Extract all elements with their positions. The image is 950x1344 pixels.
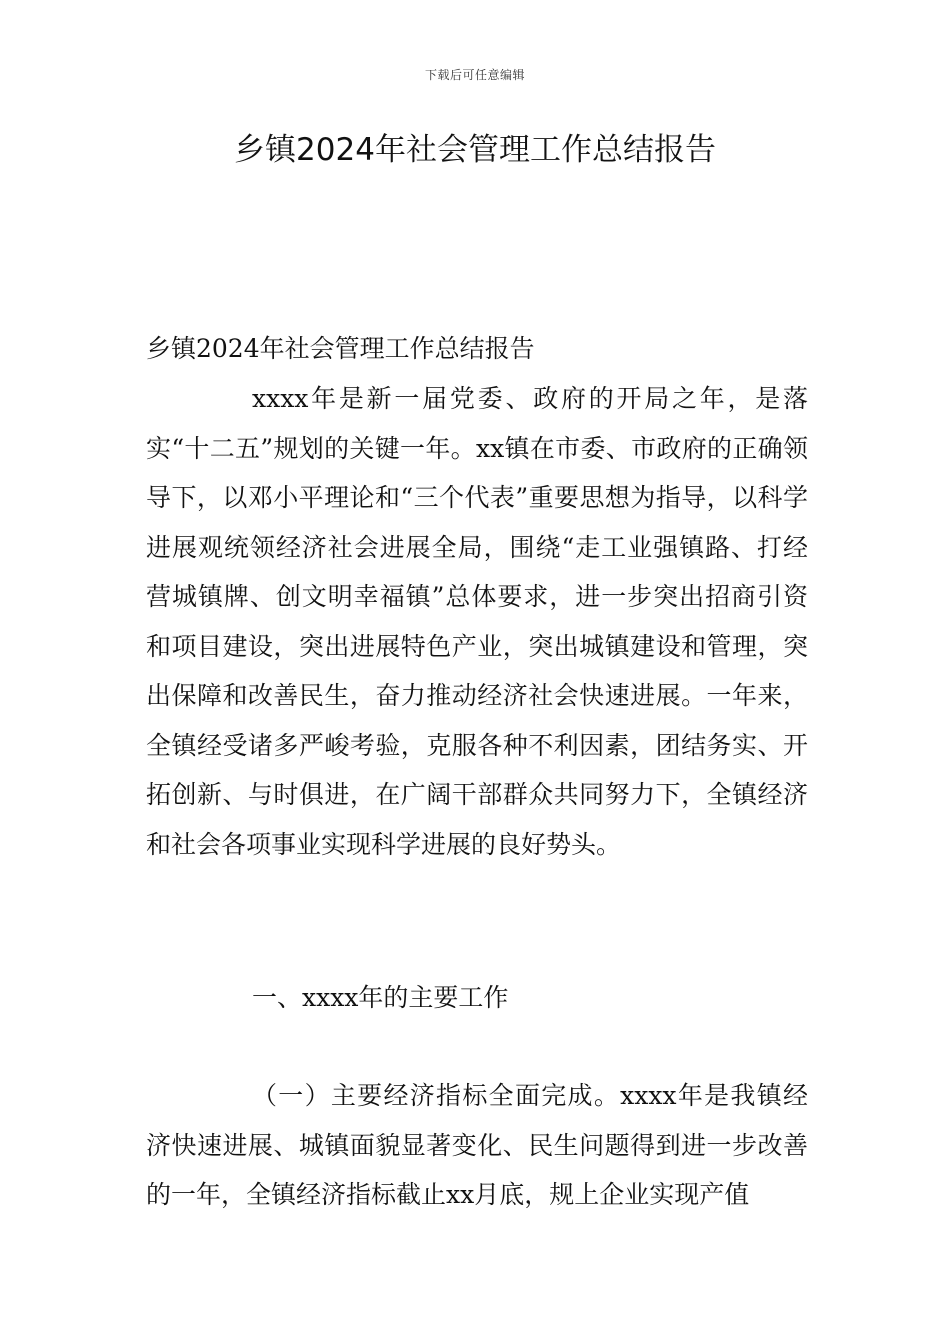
paragraph-intro: xxxx年是新一届党委、政府的开局之年，是落实“十二五”规划的关键一年。xx镇在市委、市政府的正确领导下，以邓小平理论和“三个代表”重要思想为指导，以科学进展观统领经济社会进展全局，围绕“走工业强镇路、打经营城镇牌、创文明幸福镇”总体要求，进一步突出招商引资和项目建设，突出进展特色产业，突出城镇建设和管理，突出保障和改善民生，奋力推动经济社会快速进展。一年来，全镇经受诸多严峻考验，克服各种不利因素，团结务实、开拓创新、与时俱进，在广阔干部群众共同努力下，全镇经济和社会各项事业实现科学进展的良好势头。 xyxy=(146,384,808,859)
paragraph-economic-indicators: （一）主要经济指标全面完成。xxxx年是我镇经济快速进展、城镇面貌显著变化、民生问题得到进一步改善的一年，全镇经济指标截止xx月底，规上企业实现产值 xyxy=(146,1081,808,1209)
section-heading-1: 一、xxxx年的主要工作 xyxy=(252,983,509,1012)
document-title: 乡镇2024年社会管理工作总结报告 xyxy=(234,132,716,168)
document-subtitle: 乡镇2024年社会管理工作总结报告 xyxy=(146,334,535,363)
header-note: 下载后可任意编辑 xyxy=(424,68,525,82)
